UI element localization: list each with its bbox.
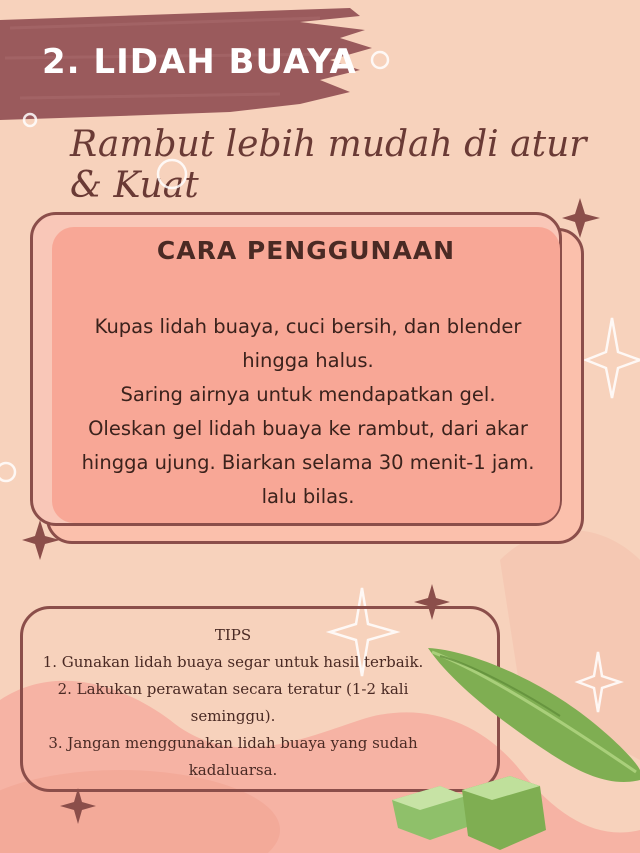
instruction-line: lalu bilas. (261, 485, 355, 508)
subtitle: Rambut lebih mudah di atur & Kuat (70, 124, 587, 206)
tip-line: seminggu). (190, 707, 276, 725)
instruction-line: Saring airnya untuk mendapatkan gel. (120, 383, 496, 406)
tip-line: 2. Lakukan perawatan secara teratur (1-2 kali (57, 680, 409, 698)
tips-heading: TIPS (214, 626, 252, 644)
tip-line: kadaluarsa. (188, 761, 278, 779)
instruction-line: Kupas lidah buaya, cuci bersih, dan blender (94, 315, 522, 338)
tip-line: 3. Jangan menggunakan lidah buaya yang sudah (48, 734, 418, 752)
instruction-line: hingga halus. (242, 349, 374, 372)
tip-line: 1. Gunakan lidah buaya segar untuk hasil terbaik. (42, 653, 424, 671)
instruction-line: Oleskan gel lidah buaya ke rambut, dari akar (88, 417, 528, 440)
instruction-line: hingga ujung. Biarkan selama 30 menit-1 jam. (81, 451, 535, 474)
page-title: 2. LIDAH BUAYA (42, 42, 357, 82)
card-heading: CARA PENGGUNAAN (156, 236, 456, 265)
